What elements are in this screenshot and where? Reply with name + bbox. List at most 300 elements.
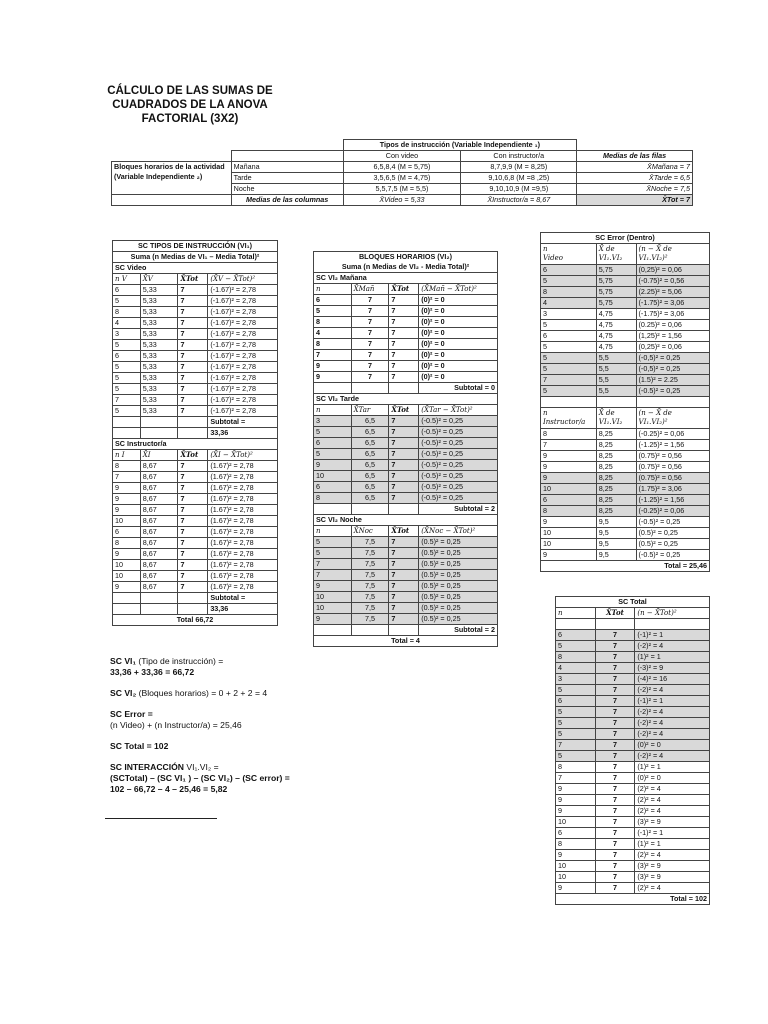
table-cell: 4 bbox=[541, 298, 597, 309]
table-cell: 7 bbox=[178, 538, 208, 549]
table-cell: 8,25 bbox=[596, 484, 636, 495]
table-cell: 7 bbox=[178, 571, 208, 582]
table-cell: 7 bbox=[389, 570, 419, 581]
table-cell: (-2)² = 4 bbox=[635, 718, 710, 729]
table-cell: 7 bbox=[389, 416, 419, 427]
table-cell: (-0.5)² = 0,25 bbox=[419, 427, 498, 438]
table-cell: (-3)² = 9 bbox=[635, 663, 710, 674]
col-header: X̄Tot bbox=[389, 405, 419, 416]
table-cell: (-0.5)² = 0,25 bbox=[636, 386, 709, 397]
table-cell: (-1.67)² = 2,78 bbox=[208, 362, 278, 373]
design-medias-columnas-label: Medias de las columnas bbox=[231, 195, 343, 206]
table-cell: 5,5 bbox=[596, 353, 636, 364]
sc-vi1-total: Total 66,72 bbox=[113, 615, 278, 626]
table-row bbox=[556, 872, 710, 883]
table-cell: (0.5)² = 0,25 bbox=[419, 559, 498, 570]
col-header: X̄Noc bbox=[351, 526, 389, 537]
table-cell: 6 bbox=[314, 482, 352, 493]
table-cell: 7,5 bbox=[351, 548, 389, 559]
sc-vi2-table bbox=[313, 251, 498, 647]
table-cell: (1.67)² = 2,78 bbox=[208, 472, 278, 483]
table-row bbox=[113, 318, 278, 329]
table-cell: (0.5)² = 0,25 bbox=[419, 592, 498, 603]
table-cell: (-2)² = 4 bbox=[635, 685, 710, 696]
col-header: n bbox=[556, 608, 596, 619]
table-cell: (0.5)² = 0,25 bbox=[419, 548, 498, 559]
table-row bbox=[541, 309, 710, 320]
table-row bbox=[541, 506, 710, 517]
table-row bbox=[556, 740, 710, 751]
table-row bbox=[556, 663, 710, 674]
table-cell: 8,67 bbox=[140, 549, 178, 560]
summary-vi1-rest: (Tipo de instrucción) = bbox=[136, 656, 224, 666]
table-row bbox=[113, 516, 278, 527]
table-cell: 5 bbox=[314, 306, 352, 317]
table-cell: (-1.67)² = 2,78 bbox=[208, 340, 278, 351]
table-row bbox=[541, 429, 710, 440]
table-cell: 6 bbox=[541, 265, 597, 276]
table-row bbox=[113, 362, 278, 373]
table-row bbox=[314, 581, 498, 592]
sc-total-table bbox=[555, 596, 710, 905]
table-cell: 6,5 bbox=[351, 427, 389, 438]
table-cell: 7 bbox=[389, 328, 419, 339]
col-header: X̄ de VI₁.VI₂ bbox=[596, 244, 636, 265]
table-cell: (0.5)² = 0,25 bbox=[419, 603, 498, 614]
table-cell: 9,5 bbox=[596, 539, 636, 550]
table-row bbox=[556, 773, 710, 784]
summary-vi1 bbox=[110, 656, 330, 678]
sc-total-title: SC Total bbox=[556, 597, 710, 608]
table-cell: 5,33 bbox=[140, 373, 178, 384]
design-row-label: Noche bbox=[231, 184, 343, 195]
table-cell: (-1)² = 1 bbox=[635, 828, 710, 839]
table-cell: (0,25)² = 0,06 bbox=[636, 265, 709, 276]
table-cell: 6,5 bbox=[351, 471, 389, 482]
summary-total-value: SC Total = 102 bbox=[110, 741, 169, 751]
summary-vi2 bbox=[110, 688, 330, 699]
summary-inter-label: SC INTERACCIÓN bbox=[110, 762, 185, 772]
table-cell: 7 bbox=[113, 395, 141, 406]
design-media-video: X̄Video = 5,33 bbox=[343, 195, 461, 206]
table-cell: 5,5 bbox=[596, 364, 636, 375]
table-row bbox=[556, 674, 710, 685]
table-row bbox=[556, 652, 710, 663]
table-cell: 4 bbox=[556, 663, 596, 674]
table-row bbox=[556, 806, 710, 817]
col-header: (n − X̄ de VI₁.VI₂)² bbox=[636, 408, 709, 429]
table-cell: (1.5)² = 2.25 bbox=[636, 375, 709, 386]
design-row-label: Tarde bbox=[231, 173, 343, 184]
table-cell: (0.5)² = 0,25 bbox=[419, 614, 498, 625]
col-header: n bbox=[314, 526, 352, 537]
table-cell: 8 bbox=[541, 429, 597, 440]
table-cell: 3 bbox=[541, 309, 597, 320]
sc-video-subtotal: Subtotal = bbox=[208, 417, 278, 428]
table-cell: (0)² = 0 bbox=[419, 361, 498, 372]
table-cell: (1.67)² = 2,78 bbox=[208, 527, 278, 538]
table-row bbox=[541, 342, 710, 353]
table-cell: 8 bbox=[541, 287, 597, 298]
table-cell: 5 bbox=[556, 707, 596, 718]
sc-vi1-title: SC TIPOS DE INSTRUCCIÓN (VI₁) bbox=[113, 241, 278, 252]
table-cell: 5,33 bbox=[140, 340, 178, 351]
col-header: (n − X̄Tot)² bbox=[635, 608, 710, 619]
table-row bbox=[113, 296, 278, 307]
table-cell: 8,67 bbox=[140, 538, 178, 549]
table-cell: 7 bbox=[389, 372, 419, 383]
table-row bbox=[314, 361, 498, 372]
table-cell: 8,67 bbox=[140, 527, 178, 538]
design-cell: 9,10,6,8 (M =8 ,25) bbox=[461, 173, 577, 184]
sc-manana-subtotal: Subtotal = 0 bbox=[419, 383, 498, 394]
col-header: n bbox=[314, 284, 352, 295]
table-row bbox=[541, 451, 710, 462]
table-cell: 9 bbox=[314, 372, 352, 383]
table-cell: (-0.5)² = 0,25 bbox=[419, 438, 498, 449]
table-row bbox=[541, 484, 710, 495]
table-cell: 7 bbox=[178, 318, 208, 329]
table-row bbox=[113, 329, 278, 340]
table-cell: (1.67)² = 2,78 bbox=[208, 560, 278, 571]
document-title bbox=[100, 84, 280, 126]
table-cell: (0.5)² = 0,25 bbox=[419, 537, 498, 548]
sc-instructor-subtotal: Subtotal = bbox=[208, 593, 278, 604]
design-row-mean: X̄Tarde = 6,5 bbox=[577, 173, 693, 184]
table-cell: 8 bbox=[314, 339, 352, 350]
table-row bbox=[556, 718, 710, 729]
table-cell: (1.67)² = 2,78 bbox=[208, 483, 278, 494]
col-header: (n − X̄ de VI₁.VI₂)² bbox=[636, 244, 709, 265]
table-cell: 7 bbox=[595, 707, 635, 718]
table-row bbox=[541, 298, 710, 309]
table-cell: 5,33 bbox=[140, 395, 178, 406]
summary-inter-formula: (SCTotal) – (SC VI₁ ) – (SC VI₂) – (SC error) = bbox=[110, 773, 290, 783]
table-row bbox=[113, 340, 278, 351]
table-row bbox=[541, 495, 710, 506]
sc-tarde-subtotal: Subtotal = 2 bbox=[419, 504, 498, 515]
table-cell: 5,5 bbox=[596, 386, 636, 397]
table-row bbox=[314, 427, 498, 438]
table-cell: 5,75 bbox=[596, 276, 636, 287]
table-row bbox=[556, 861, 710, 872]
table-cell: (1.67)² = 2,78 bbox=[208, 538, 278, 549]
table-cell: 7 bbox=[351, 306, 389, 317]
table-cell: (-1.67)² = 2,78 bbox=[208, 285, 278, 296]
table-row bbox=[556, 828, 710, 839]
col-header: X̄ de VI₁.VI₂ bbox=[596, 408, 636, 429]
table-cell: (-0,5)² = 0,25 bbox=[636, 353, 709, 364]
table-cell: 10 bbox=[113, 571, 141, 582]
table-row bbox=[556, 685, 710, 696]
table-cell: 6,5 bbox=[351, 493, 389, 504]
title-line-2: CUADRADOS DE LA ANOVA bbox=[112, 99, 268, 111]
table-cell: 5,33 bbox=[140, 296, 178, 307]
col-header: X̄Tot bbox=[178, 274, 208, 285]
sc-vi1-table bbox=[112, 240, 278, 626]
col-header: X̄Tar bbox=[351, 405, 389, 416]
table-cell: 3 bbox=[556, 674, 596, 685]
table-cell: (-0.5)² = 0,25 bbox=[636, 550, 709, 561]
table-cell: 8,25 bbox=[596, 473, 636, 484]
table-cell: 4,75 bbox=[596, 342, 636, 353]
table-cell: (-1.67)² = 2,78 bbox=[208, 395, 278, 406]
table-row bbox=[314, 449, 498, 460]
table-cell: 7 bbox=[351, 317, 389, 328]
table-cell: 7 bbox=[178, 384, 208, 395]
table-cell: (-1.67)² = 2,78 bbox=[208, 307, 278, 318]
table-row bbox=[314, 306, 498, 317]
table-cell: (-1)² = 1 bbox=[635, 696, 710, 707]
table-row bbox=[314, 537, 498, 548]
col-header: n I bbox=[113, 450, 141, 461]
table-row bbox=[314, 460, 498, 471]
sc-error-total: Total = 25,46 bbox=[541, 561, 710, 572]
summary-inter-rest: VI₁.VI₂ = bbox=[184, 762, 219, 772]
table-cell: (-0.25)² = 0,06 bbox=[636, 429, 709, 440]
table-cell: 5,75 bbox=[596, 287, 636, 298]
table-cell: (-2)² = 4 bbox=[635, 751, 710, 762]
table-cell: (-2)² = 4 bbox=[635, 729, 710, 740]
table-cell: 7 bbox=[595, 718, 635, 729]
table-row bbox=[541, 550, 710, 561]
col-header: (X̄V − X̄Tot)² bbox=[208, 274, 278, 285]
table-cell: 7 bbox=[541, 375, 597, 386]
summary-vi2-label: SC VI₂ bbox=[110, 688, 137, 698]
table-row bbox=[314, 372, 498, 383]
table-cell: 7 bbox=[178, 483, 208, 494]
design-row-label: Mañana bbox=[231, 162, 343, 173]
table-cell: (0)² = 0 bbox=[635, 740, 710, 751]
table-cell: (-0.5)² = 0,25 bbox=[419, 471, 498, 482]
table-row bbox=[541, 473, 710, 484]
table-cell: 7 bbox=[113, 472, 141, 483]
table-cell: 10 bbox=[314, 471, 352, 482]
col-header: X̄Tot bbox=[389, 526, 419, 537]
table-row bbox=[541, 517, 710, 528]
table-cell: (0)² = 0 bbox=[419, 372, 498, 383]
table-cell: (2)² = 4 bbox=[635, 795, 710, 806]
table-cell: 9 bbox=[541, 517, 597, 528]
table-cell: (-1)² = 1 bbox=[635, 630, 710, 641]
table-row bbox=[556, 784, 710, 795]
table-cell: 6,5 bbox=[351, 438, 389, 449]
table-cell: (3)² = 9 bbox=[635, 872, 710, 883]
table-cell: (2)² = 4 bbox=[635, 784, 710, 795]
table-cell: 7 bbox=[595, 641, 635, 652]
table-cell: 6,5 bbox=[351, 460, 389, 471]
table-row bbox=[314, 603, 498, 614]
table-cell: 9 bbox=[113, 549, 141, 560]
table-cell: 7 bbox=[389, 581, 419, 592]
table-cell: (1.67)² = 2,78 bbox=[208, 494, 278, 505]
table-cell: 8 bbox=[113, 461, 141, 472]
table-row bbox=[314, 471, 498, 482]
divider-line bbox=[105, 818, 217, 819]
table-cell: (0.5)² = 0,25 bbox=[636, 539, 709, 550]
table-cell: 9 bbox=[541, 451, 597, 462]
table-cell: 8,67 bbox=[140, 560, 178, 571]
table-cell: 7 bbox=[595, 839, 635, 850]
table-cell: 5 bbox=[314, 548, 352, 559]
table-cell: 7 bbox=[314, 570, 352, 581]
table-cell: 10 bbox=[541, 528, 597, 539]
table-cell: (2)² = 4 bbox=[635, 806, 710, 817]
col-header: X̄Tot bbox=[595, 608, 635, 619]
table-cell: 9 bbox=[556, 806, 596, 817]
design-cell: 8,7,9,9 (M = 8,25) bbox=[461, 162, 577, 173]
table-row bbox=[314, 614, 498, 625]
table-cell: 9 bbox=[314, 581, 352, 592]
table-cell: (0.75)² = 0,56 bbox=[636, 451, 709, 462]
table-cell: 5 bbox=[556, 685, 596, 696]
table-cell: (0)² = 0 bbox=[419, 317, 498, 328]
summary-vi1-value: 33,36 + 33,36 = 66,72 bbox=[110, 667, 195, 677]
sc-vi2-total: Total = 4 bbox=[314, 636, 498, 647]
table-cell: 8 bbox=[556, 652, 596, 663]
col-header: X̄I bbox=[140, 450, 178, 461]
table-cell: 9 bbox=[314, 614, 352, 625]
col-header: (X̄I − X̄Tot)² bbox=[208, 450, 278, 461]
table-cell: 10 bbox=[556, 817, 596, 828]
design-media-total: X̄Tot = 7 bbox=[577, 195, 693, 206]
table-cell: (2.25)² = 5,06 bbox=[636, 287, 709, 298]
table-cell: 7 bbox=[178, 395, 208, 406]
col-header: X̄Tot bbox=[178, 450, 208, 461]
table-row bbox=[556, 850, 710, 861]
table-row bbox=[113, 549, 278, 560]
table-cell: 5,33 bbox=[140, 318, 178, 329]
table-cell: 7 bbox=[389, 317, 419, 328]
col-header: (X̄Noc − X̄Tot)² bbox=[419, 526, 498, 537]
table-cell: 9 bbox=[314, 361, 352, 372]
table-cell: (0)² = 0 bbox=[419, 306, 498, 317]
table-cell: 6 bbox=[314, 438, 352, 449]
table-cell: 7 bbox=[178, 549, 208, 560]
table-cell: 7,5 bbox=[351, 537, 389, 548]
table-cell: (-1.67)² = 2,78 bbox=[208, 351, 278, 362]
table-row bbox=[314, 438, 498, 449]
summary-error bbox=[110, 709, 330, 731]
table-cell: 8,25 bbox=[596, 462, 636, 473]
table-cell: 5 bbox=[541, 276, 597, 287]
table-row bbox=[113, 406, 278, 417]
table-cell: 7 bbox=[595, 652, 635, 663]
table-row bbox=[556, 883, 710, 894]
summary-error-label: SC Error = bbox=[110, 709, 153, 719]
table-cell: (-0,5)² = 0,25 bbox=[636, 364, 709, 375]
table-cell: (2)² = 4 bbox=[635, 883, 710, 894]
table-row bbox=[113, 527, 278, 538]
table-cell: (0.25)² = 0,06 bbox=[636, 320, 709, 331]
design-col-medias-filas: Medias de las filas bbox=[577, 151, 693, 162]
table-cell: 7 bbox=[389, 361, 419, 372]
table-cell: 8 bbox=[556, 839, 596, 850]
table-cell: 8,67 bbox=[140, 571, 178, 582]
col-header: n Video bbox=[541, 244, 597, 265]
table-cell: 5 bbox=[113, 362, 141, 373]
table-cell: 7 bbox=[351, 328, 389, 339]
table-cell: 7 bbox=[389, 350, 419, 361]
table-cell: (0.5)² = 0,25 bbox=[636, 528, 709, 539]
table-row bbox=[556, 762, 710, 773]
table-cell: 5 bbox=[113, 340, 141, 351]
table-cell: 7 bbox=[595, 784, 635, 795]
table-cell: 5 bbox=[556, 729, 596, 740]
table-cell: 7,5 bbox=[351, 592, 389, 603]
table-row bbox=[314, 317, 498, 328]
table-cell: 8 bbox=[541, 506, 597, 517]
table-cell: (-1.75)² = 3,06 bbox=[636, 309, 709, 320]
table-cell: 5,33 bbox=[140, 406, 178, 417]
table-cell: (2)² = 4 bbox=[635, 850, 710, 861]
table-cell: 3 bbox=[314, 416, 352, 427]
summary-block bbox=[110, 656, 330, 805]
table-cell: 7 bbox=[595, 674, 635, 685]
sc-total-total: Total = 102 bbox=[556, 894, 710, 905]
table-row bbox=[541, 287, 710, 298]
table-cell: (0)² = 0 bbox=[419, 350, 498, 361]
table-cell: 8 bbox=[556, 762, 596, 773]
col-header: (X̄Mañ − X̄Tot)² bbox=[419, 284, 498, 295]
table-cell: (1)² = 1 bbox=[635, 652, 710, 663]
table-cell: 7 bbox=[389, 339, 419, 350]
table-cell: 8,25 bbox=[596, 429, 636, 440]
table-row bbox=[541, 375, 710, 386]
table-row bbox=[113, 373, 278, 384]
table-cell: 8 bbox=[113, 307, 141, 318]
table-cell: 5 bbox=[113, 384, 141, 395]
table-row bbox=[314, 559, 498, 570]
table-cell: 7 bbox=[178, 472, 208, 483]
table-cell: 9 bbox=[556, 784, 596, 795]
table-row bbox=[113, 307, 278, 318]
table-row bbox=[541, 353, 710, 364]
col-header: n bbox=[314, 405, 352, 416]
table-row bbox=[314, 339, 498, 350]
table-cell: 7 bbox=[595, 883, 635, 894]
table-cell: 7 bbox=[389, 592, 419, 603]
table-cell: (-0.5)² = 0,25 bbox=[419, 460, 498, 471]
table-cell: 9,5 bbox=[596, 528, 636, 539]
table-cell: (1.67)² = 2,78 bbox=[208, 505, 278, 516]
table-cell: 7 bbox=[178, 560, 208, 571]
table-row bbox=[541, 276, 710, 287]
table-cell: 7 bbox=[351, 295, 389, 306]
table-cell: 7 bbox=[178, 340, 208, 351]
table-row bbox=[556, 641, 710, 652]
table-cell: 7 bbox=[389, 493, 419, 504]
table-cell: 7 bbox=[595, 729, 635, 740]
table-row bbox=[113, 395, 278, 406]
table-cell: 6,5 bbox=[351, 449, 389, 460]
table-cell: 6,5 bbox=[351, 416, 389, 427]
table-row bbox=[541, 528, 710, 539]
table-cell: (0)² = 0 bbox=[419, 339, 498, 350]
table-cell: 8 bbox=[113, 538, 141, 549]
table-cell: 7 bbox=[389, 614, 419, 625]
table-cell: (0)² = 0 bbox=[419, 328, 498, 339]
sc-manana-label: SC VI₂ Mañana bbox=[314, 273, 498, 284]
sc-error-table bbox=[540, 232, 710, 572]
table-cell: (0.75)² = 0,56 bbox=[636, 462, 709, 473]
table-cell: 7 bbox=[389, 295, 419, 306]
table-cell: 4 bbox=[113, 318, 141, 329]
table-cell: 9 bbox=[541, 462, 597, 473]
table-cell: 7 bbox=[595, 696, 635, 707]
table-cell: 10 bbox=[113, 560, 141, 571]
sc-vi1-subtitle: Suma (n Medias de VI₁ – Media Total)² bbox=[113, 252, 278, 263]
